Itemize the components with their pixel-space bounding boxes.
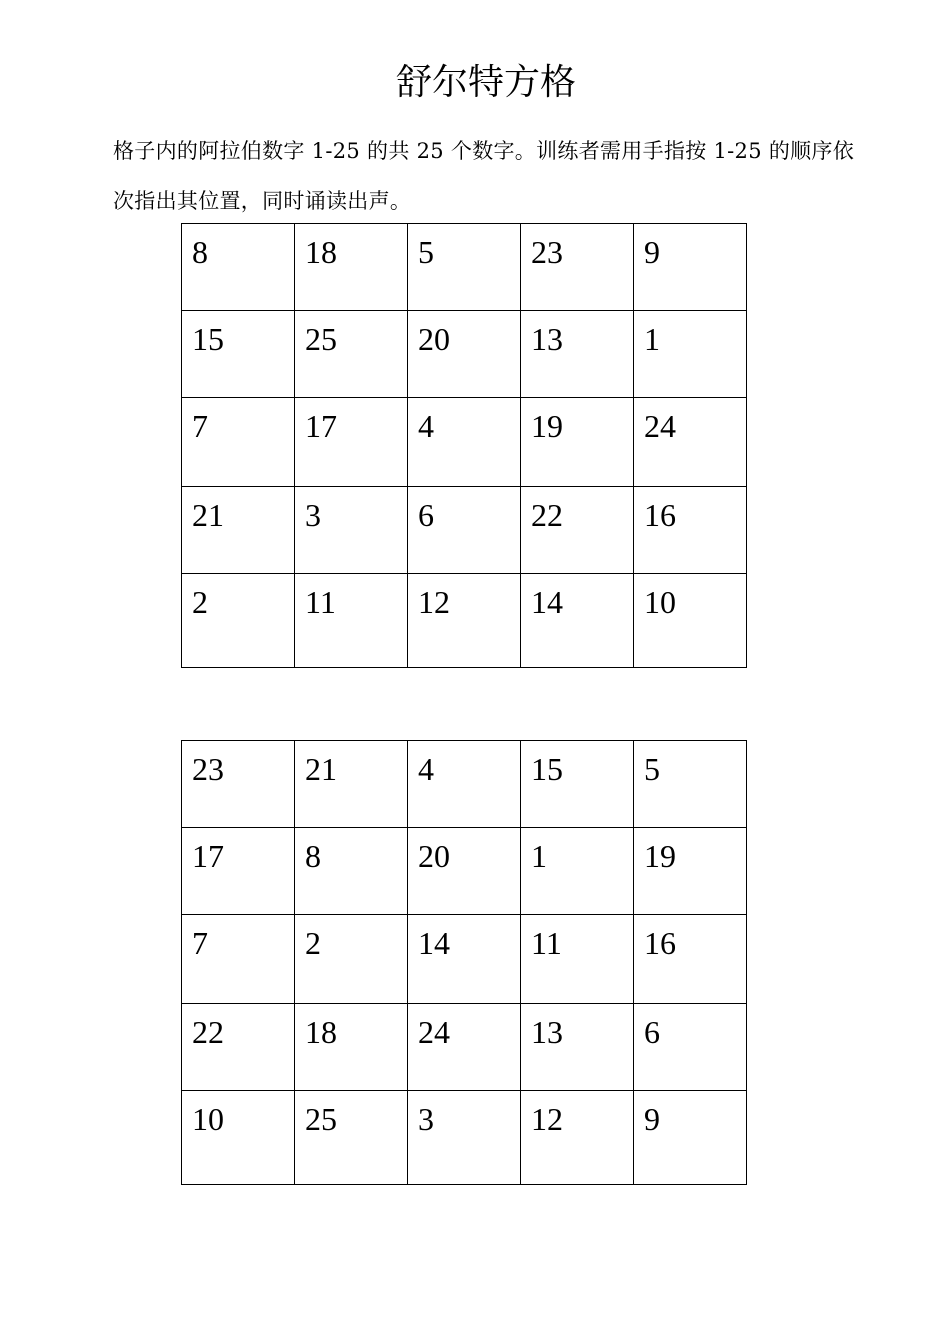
grid-cell: 19 (634, 828, 747, 915)
grid-cell: 20 (408, 311, 521, 398)
grid-cell: 9 (634, 224, 747, 311)
grid-cell: 2 (182, 574, 295, 668)
grid-cell: 19 (521, 398, 634, 487)
grid-cell: 24 (634, 398, 747, 487)
grid-cell: 9 (634, 1091, 747, 1185)
schulte-grid-1 (181, 223, 747, 668)
grid-row (182, 1004, 747, 1091)
grid-cell: 22 (182, 1004, 295, 1091)
grid-cell: 2 (295, 915, 408, 1004)
grid-cell: 24 (408, 1004, 521, 1091)
grid-row (182, 487, 747, 574)
grid-cell: 22 (521, 487, 634, 574)
grid-cell: 5 (408, 224, 521, 311)
instructions (113, 126, 873, 226)
grid-cell: 7 (182, 915, 295, 1004)
grid-cell: 16 (634, 915, 747, 1004)
grid-cell: 12 (521, 1091, 634, 1185)
grid-row (182, 224, 747, 311)
grid-cell: 11 (521, 915, 634, 1004)
grid-cell: 18 (295, 224, 408, 311)
grid-cell: 15 (521, 741, 634, 828)
grid-cell: 1 (521, 828, 634, 915)
grid-row (182, 311, 747, 398)
grid-cell: 13 (521, 1004, 634, 1091)
page-title: 舒尔特方格 (395, 62, 576, 103)
grid-row (182, 1091, 747, 1185)
grid-cell: 25 (295, 311, 408, 398)
grid-row (182, 574, 747, 668)
instructions-line-2: 次指出其位置，同时诵读出声。 (113, 189, 412, 213)
grid-cell: 1 (634, 311, 747, 398)
grid-cell: 5 (634, 741, 747, 828)
grid-cell: 10 (182, 1091, 295, 1185)
grid-row (182, 398, 747, 487)
grid-cell: 10 (634, 574, 747, 668)
grid-cell: 17 (182, 828, 295, 915)
grid-cell: 23 (182, 741, 295, 828)
grid-cell: 3 (295, 487, 408, 574)
grid-cell: 8 (182, 224, 295, 311)
grid-cell: 15 (182, 311, 295, 398)
grid-cell: 11 (295, 574, 408, 668)
grid-row (182, 915, 747, 1004)
grid-cell: 20 (408, 828, 521, 915)
grid-cell: 13 (521, 311, 634, 398)
grid-cell: 21 (182, 487, 295, 574)
grid-cell: 16 (634, 487, 747, 574)
grid-cell: 6 (408, 487, 521, 574)
grid-cell: 7 (182, 398, 295, 487)
grid-cell: 4 (408, 398, 521, 487)
grid-cell: 23 (521, 224, 634, 311)
grid-cell: 14 (521, 574, 634, 668)
schulte-grid-2 (181, 740, 747, 1185)
grid-cell: 17 (295, 398, 408, 487)
grid-cell: 18 (295, 1004, 408, 1091)
grid-row (182, 828, 747, 915)
grid-cell: 3 (408, 1091, 521, 1185)
grid-cell: 8 (295, 828, 408, 915)
instructions-line-1: 格子内的阿拉伯数字 1-25 的共 25 个数字。训练者需用手指按 1-25 的顺序依 (113, 139, 855, 163)
grid-cell: 6 (634, 1004, 747, 1091)
grid-cell: 4 (408, 741, 521, 828)
grid-cell: 25 (295, 1091, 408, 1185)
grid-cell: 21 (295, 741, 408, 828)
grid-cell: 12 (408, 574, 521, 668)
grid-row (182, 741, 747, 828)
grid-cell: 14 (408, 915, 521, 1004)
